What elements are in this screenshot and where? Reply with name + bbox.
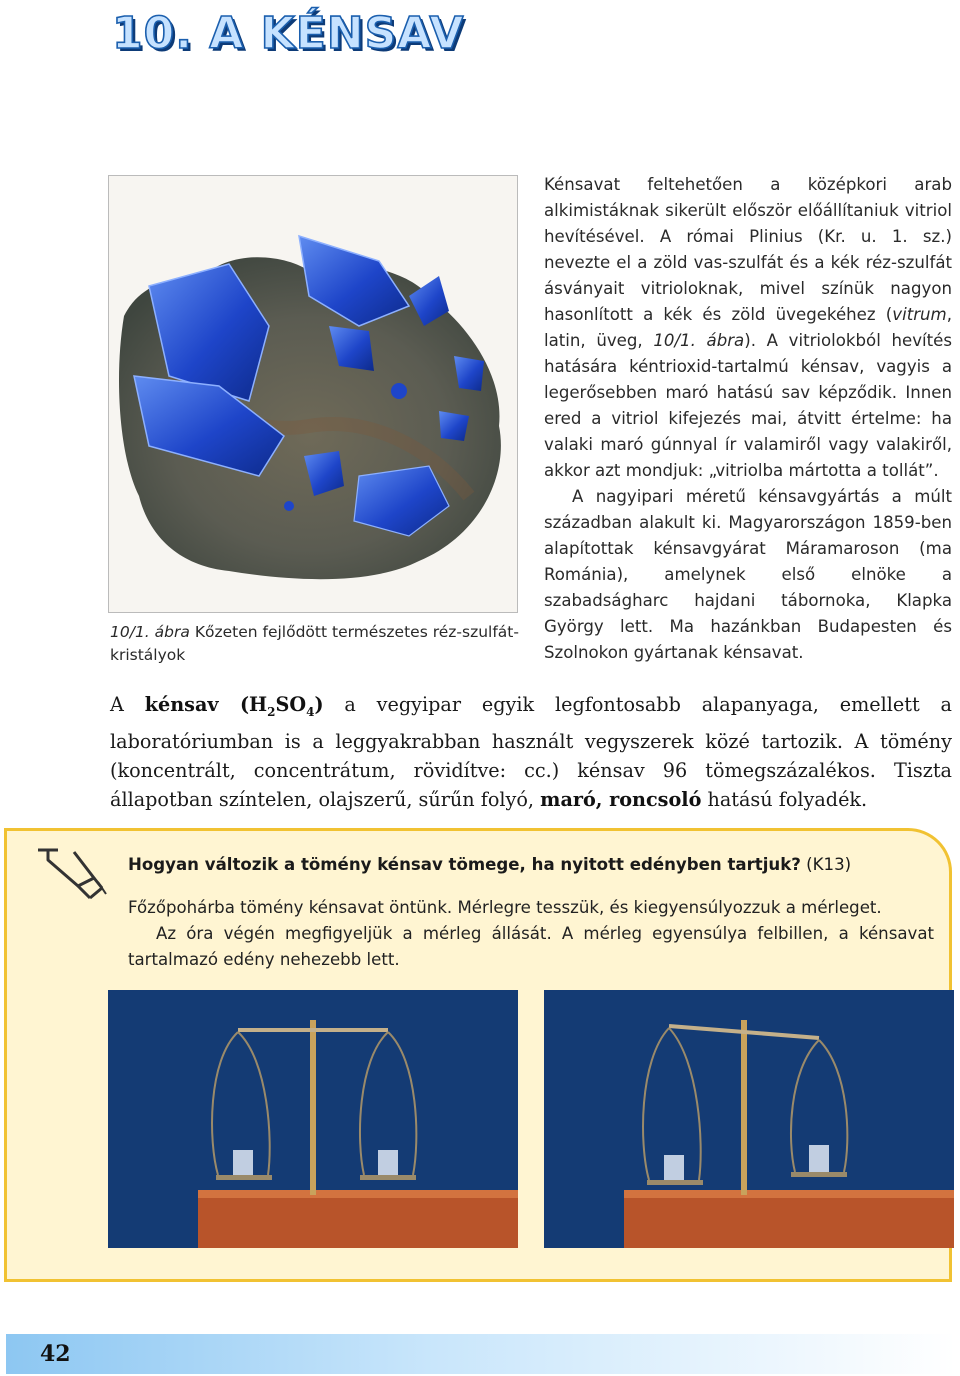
history-text-part: ). A vitriolokból hevítés hatására kéntrioxid-tartalmú kénsav, vagyis a legerősebben maró hatású sav képződik. Innen ered a vitriol kifejezés mai, átvitt értelme: ha valaki maró gúnnyal ír valamiről vagy valakiről, akkor azt mondjuk: „vitriolba mártotta a tollát”. [544, 331, 952, 480]
subscript: 2 [267, 704, 276, 719]
term-corrosive: maró, roncsoló [540, 787, 702, 811]
experiment-code: (K13) [806, 855, 852, 874]
term-sulfuric-acid [144, 693, 324, 719]
history-paragraph-2: A nagyipari méretű kénsavgyártás a múlt században alakult ki. Magyarországon 1859-ben alapítottak kénsavgyárat Máramaroson (ma Románia), amelynek első elnöke a szabadságharc hajdani tábornoka, Klapka György lett. Ma hazánkban Budapesten és Szolnokon gyártanak kénsavat. [544, 487, 952, 662]
term-part: kénsav (H [144, 693, 268, 716]
history-text-part: , latin, üveg, [544, 305, 952, 350]
term-part: SO [275, 693, 307, 716]
copper-sulfate-crystal-photo [108, 175, 518, 613]
balance-photo-after [544, 990, 954, 1248]
experiment-question [128, 855, 928, 874]
text-run: A [110, 693, 145, 716]
subscript: 4 [306, 704, 315, 719]
definition-paragraph [110, 690, 952, 814]
history-paragraph-1 [544, 172, 952, 484]
experiment-observation: Az óra végén megfigyeljük a mérleg állását. A mérleg egyensúlya felbillen, a kénsavat tartalmazó edény nehezebb lett. [128, 924, 934, 969]
figure-caption-text: Kőzeten fejlődött természetes réz-szulfát-kristályok [110, 623, 519, 664]
flask-icon [28, 842, 108, 904]
crystal-illustration [109, 176, 518, 613]
term-part: ) [314, 693, 324, 716]
experiment-description [128, 895, 934, 973]
history-text [544, 172, 952, 666]
history-text-part: Kénsavat feltehetően a középkori arab alkimistáknak sikerült először előállítaniuk vitriol hevítésével. A római Plinius (Kr. u. 1. sz.) nevezte el a zöld vas-szulfát és a kék réz-szulfát ásványait vitrioloknak, mivel színük nagyon hasonlított a kék és zöld üvegekéhez ( [544, 175, 952, 324]
page-number: 42 [40, 1341, 71, 1367]
latin-term: vitrum [892, 305, 947, 324]
chapter-title: 10. A KÉNSAV [112, 8, 465, 59]
question-text: Hogyan változik a tömény kénsav tömege, ha nyitott edényben tartjuk? [128, 855, 801, 874]
balance-photo-before [108, 990, 518, 1248]
balance-after-illustration [544, 990, 954, 1248]
text-run: hatású folyadék. [701, 787, 868, 811]
figure-reference: 10/1. ábra [653, 331, 745, 350]
text-run: a vegyipar egyik legfontosabb alapanyaga, emellett a laboratóriumban is a leggyakrabban használt vegyszerek közé tartozik. A tömény (koncentrált, concentrátum, rövidítve: cc.) kénsav 96 tömegszázalékos. Tiszta állapotban színtelen, olajszerű, sűrűn folyó, [110, 693, 952, 811]
experiment-step: Főzőpohárba tömény kénsavat öntünk. Mérlegre tesszük, és kiegyensúlyozzuk a mérleget. [128, 898, 882, 917]
figure-caption [110, 621, 520, 667]
figure-number: 10/1. ábra [110, 623, 190, 641]
balance-before-illustration [108, 990, 518, 1248]
footer-bar [6, 1334, 956, 1374]
